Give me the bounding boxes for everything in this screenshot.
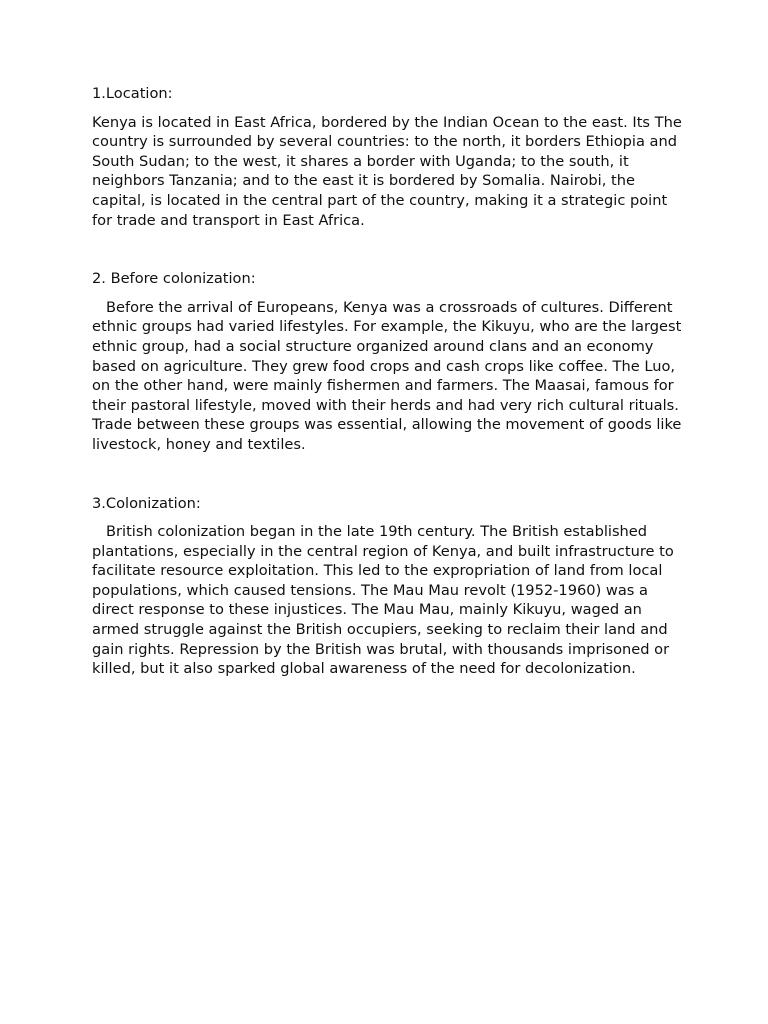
- section-heading: 3.Colonization:: [92, 494, 201, 512]
- section-paragraph: [92, 298, 682, 455]
- section-location: [92, 84, 682, 230]
- section-colonization: [92, 494, 682, 679]
- section-heading: 2. Before colonization:: [92, 270, 256, 288]
- document-page: [92, 84, 682, 679]
- section-heading: 1.Location:: [92, 85, 173, 102]
- paragraph-text: British colonization began in the late 19th century. The British established plantations, especially in the central region of Kenya, and built infrastructure to facilitate resource exploitation. This led to the expropriation of land from local populations, which caused tensions. The Mau Mau revolt (1952-1960) was a direct response to these injustices. The Mau Mau, mainly Kikuyu, waged an armed struggle against the British occupiers, seeking to reclaim their land and gain rights. Repression by the British was brutal, with thousands imprisoned or killed, but it also sparked global awareness of the need for decolonization.: [92, 523, 674, 678]
- section-before-colonization: [92, 269, 682, 454]
- paragraph-text: Before the arrival of Europeans, Kenya was a crossroads of cultures. Different ethnic groups had varied lifestyles. For example, the Kikuyu, who are the largest ethnic group, had a social structure organized around clans and an economy based on agriculture. They grew food crops and cash crops like coffee. The Luo, on the other hand, were mainly fishermen and farmers. The Maasai, famous for their pastoral lifestyle, moved with their herds and had very rich cultural rituals. Trade between these groups was essential, allowing the movement of goods like livestock, honey and textiles.: [92, 298, 682, 453]
- section-spacer: [92, 230, 682, 269]
- section-paragraph: [92, 522, 682, 679]
- section-spacer: [92, 455, 682, 494]
- section-paragraph: Kenya is located in East Africa, bordered by the Indian Ocean to the east. Its The country is surrounded by several countries: to the north, it borders Ethiopia and South Sudan; to the west, it shares a border with Uganda; to the south, it neighbors Tanzania; and to the east it is bordered by Somalia. Nairobi, the capital, is located in the central part of the country, making it a strategic point for trade and transport in East Africa.: [92, 113, 682, 229]
